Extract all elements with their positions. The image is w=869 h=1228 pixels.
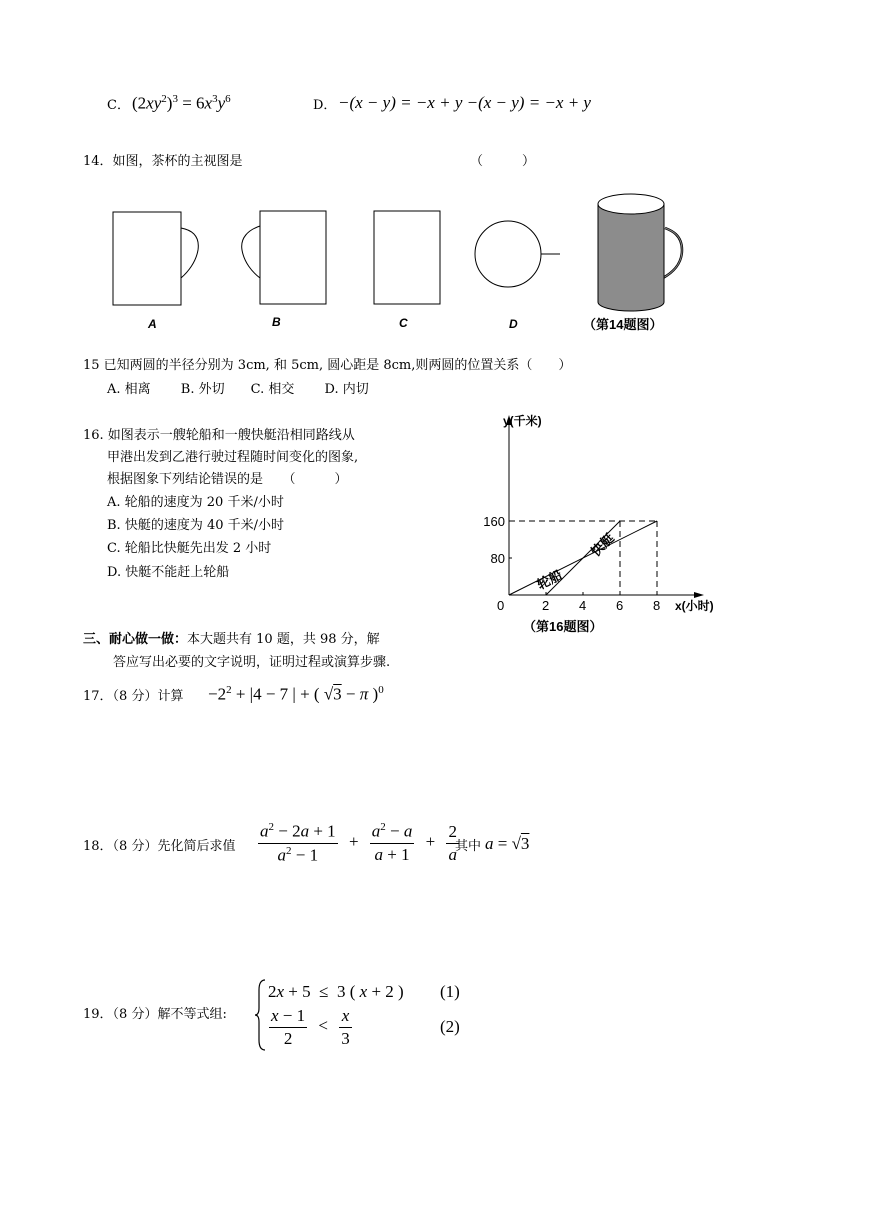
y-axis-label: y(千米) bbox=[503, 414, 542, 428]
q14-caption: （第14题图） bbox=[583, 317, 663, 332]
section3-header bbox=[83, 631, 380, 649]
q16-option-a: A. 轮船的速度为 20 千米/小时 bbox=[107, 495, 284, 510]
x-tick-label: 6 bbox=[616, 598, 624, 613]
cup-view-b bbox=[242, 211, 326, 304]
q16-option-b: B. 快艇的速度为 40 千米/小时 bbox=[107, 518, 285, 533]
q16-distance-time-graph bbox=[460, 405, 760, 645]
q13-option-d-expression: −(x − y) = −x + y −(x − y) = −x + y bbox=[338, 93, 591, 112]
q19-inequality-1: 2x + 5 ≤ 3 ( x + 2 ) bbox=[268, 982, 404, 1001]
cup-label-c: C bbox=[399, 316, 408, 330]
section3-desc-line1: 本大题共有 10 题，共 98 分，解 bbox=[187, 632, 380, 647]
q13-option-c-expression: $(2xy^2)^3 = 6x^3y^6$ bbox=[132, 93, 231, 113]
q14-stem: 14．如图，茶杯的主视图是 bbox=[83, 154, 243, 169]
x-tick-label: 8 bbox=[653, 598, 661, 613]
series-label-1: 快艇 bbox=[587, 530, 617, 560]
q19-tag-2: (2) bbox=[440, 1017, 460, 1036]
q17-expression: $-2^2 + |4 - 7$ | + ( √3 − π )$^0$ bbox=[208, 684, 384, 704]
cup-label-b: B bbox=[272, 315, 281, 329]
q16-option-d: D. 快艇不能赶上轮船 bbox=[107, 565, 230, 580]
q16-stem-line3: 根据图象下列结论错误的是 （ ） bbox=[107, 472, 348, 487]
series-line-1 bbox=[546, 521, 620, 595]
q16-caption: （第16题图） bbox=[523, 619, 603, 634]
x-tick-label: 2 bbox=[542, 598, 550, 613]
x-tick-label: 4 bbox=[579, 598, 587, 613]
q15-options: A. 相离 B. 外切 C. 相交 D. 内切 bbox=[107, 382, 369, 397]
q16-stem-line1: 16. 如图表示一艘轮船和一艘快艇沿相同路线从 bbox=[83, 428, 355, 443]
q18-condition: a = √3 bbox=[485, 834, 530, 853]
q13-option-d-label: D． bbox=[313, 98, 337, 113]
q16-stem-line2: 甲港出发到乙港行驶过程随时间变化的图象, bbox=[107, 450, 359, 465]
q17-stem: 17．（8 分）计算 bbox=[83, 689, 184, 704]
cup-view-a bbox=[113, 212, 198, 305]
x-tick-label: 0 bbox=[497, 598, 505, 613]
series-label-0: 轮船 bbox=[534, 567, 565, 593]
q13-option-c-label: C． bbox=[107, 98, 130, 113]
q18-fraction-2: $\frac{a^2 - a}{a + 1}$ bbox=[371, 821, 413, 864]
q19-inequality-2: $\frac{x - 1}{2}$ < $\frac{x}{3}$ bbox=[271, 1006, 350, 1048]
cup-3d-illustration bbox=[598, 194, 682, 311]
section3-desc-line2: 答应写出必要的文字说明，证明过程或演算步骤. bbox=[113, 655, 391, 670]
q14-cup-figures bbox=[100, 190, 720, 345]
q18-stem: 18．（8 分）先化简后求值 bbox=[83, 839, 236, 854]
x-axis-label: x(小时) bbox=[675, 599, 714, 613]
cup-label-d: D bbox=[509, 317, 518, 331]
section3-heading: 三、耐心做一做： bbox=[83, 632, 188, 647]
q18-expression: $\frac{a^2 - 2a + 1}{a^2 - 1}$ + $\frac{a^2 - a}{a + 1}$ + $\frac{2}{a}$ bbox=[260, 821, 457, 865]
q19-tag-1: (1) bbox=[440, 982, 460, 1001]
q16-option-c: C. 轮船比快艇先出发 2 小时 bbox=[107, 541, 272, 556]
cup-view-d bbox=[475, 221, 560, 287]
cup-view-c bbox=[374, 211, 440, 304]
y-tick-label: 80 bbox=[490, 551, 505, 566]
cup-label-a: A bbox=[148, 317, 157, 331]
x-axis-arrow bbox=[694, 592, 704, 598]
q19-stem: 19．（8 分）解不等式组: bbox=[83, 1007, 227, 1022]
y-tick-label: 160 bbox=[483, 514, 505, 529]
q14-answer-paren: （ ） bbox=[470, 154, 536, 169]
q18-where-label: 其中 bbox=[455, 839, 482, 854]
q18-fraction-1: $\frac{a^2 - 2a + 1}{a^2 - 1}$ bbox=[260, 821, 336, 865]
q15-stem: 15 已知两圆的半径分别为 3cm, 和 5cm, 圆心距是 8cm,则两圆的位置关系（ ） bbox=[83, 358, 572, 373]
q18-fraction-3: $\frac{2}{a}$ bbox=[448, 821, 457, 864]
